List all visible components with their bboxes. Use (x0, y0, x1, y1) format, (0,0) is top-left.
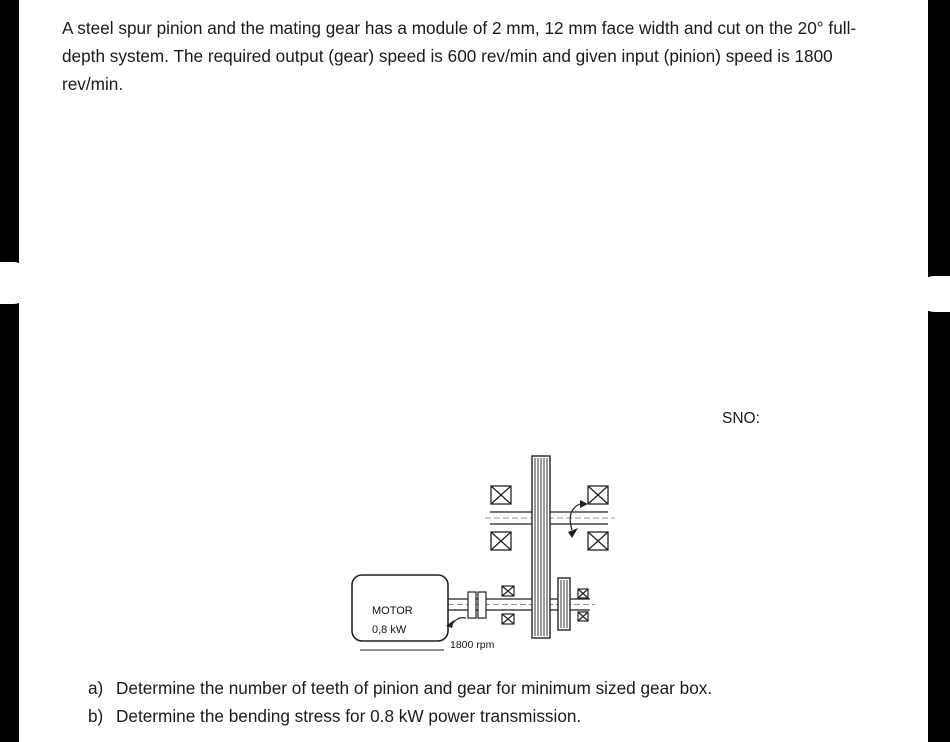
input-speed-label: 1800 rpm (450, 639, 495, 651)
output-bearing-right-top (588, 486, 608, 504)
coupling (468, 592, 486, 618)
output-bearing-left-top (491, 486, 511, 504)
sno-label: SNO: (722, 410, 760, 427)
input-bearing-right-bottom (578, 612, 588, 621)
question-b-text: Determine the bending stress for 0.8 kW power transmission. (116, 706, 582, 726)
output-bearing-left-bottom (491, 532, 511, 550)
output-bearing-right-bottom (588, 532, 608, 550)
gearbox-diagram (340, 448, 640, 658)
question-a-text: Determine the number of teeth of pinion and gear for minimum sized gear box. (116, 678, 713, 698)
question-a (88, 678, 712, 699)
problem-statement: A steel spur pinion and the mating gear has a module of 2 mm, 12 mm face width and cut on the 20° full-depth system. The required output (gear) speed is 600 rev/min and given input (pinion) speed is 1800 rev/min. (62, 18, 857, 94)
rotation-arrow-output (570, 504, 580, 530)
rotation-arrow-input (452, 618, 466, 624)
left-edge-tab (0, 262, 28, 304)
input-bearing-right-top (578, 589, 588, 598)
question-a-label: a) (88, 678, 104, 698)
motor-power-label: 0,8 kW (372, 624, 407, 636)
motor-label: MOTOR (372, 605, 413, 617)
input-bearing-top (502, 586, 514, 596)
input-bearing-bottom (502, 614, 514, 624)
question-b (88, 706, 581, 727)
question-b-label: b) (88, 706, 104, 726)
right-edge-tab (918, 276, 950, 312)
